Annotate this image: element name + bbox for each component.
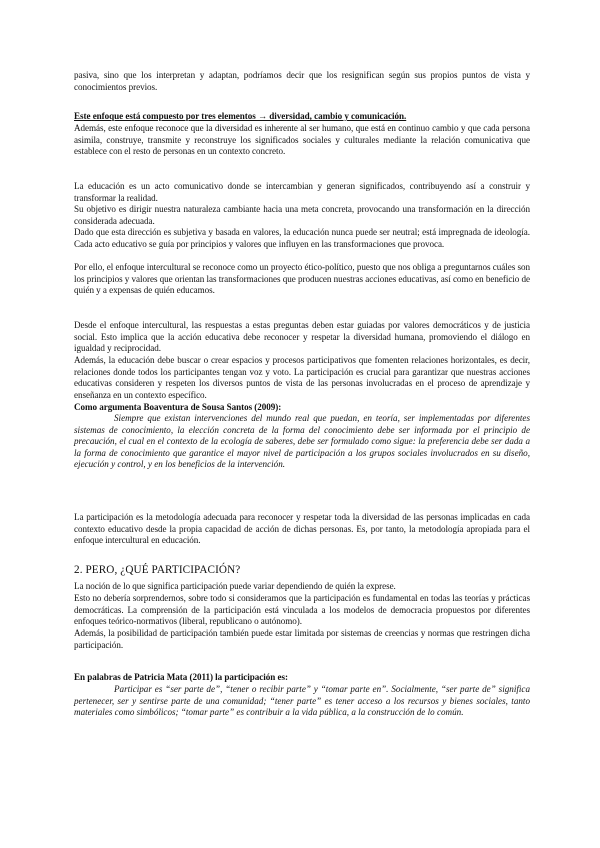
paragraph-text: La educación es un acto comunicativo donde se intercambian y generan significados, contribuyendo así a construir y transformar la realidad. <box>74 181 530 203</box>
paragraph-limitations <box>74 628 530 651</box>
mata-citation: En palabras de Patricia Mata (2011) la participación es: <box>74 672 288 682</box>
paragraph-participatory-spaces <box>74 355 530 401</box>
quote-text: Participar es “ser parte de”, “tener o recibir parte” y “tomar parte en”. Socialmente, “ser parte de” significa pertenecer, ser y sentirse parte de una comunidad; “tener parte” es tener acceso a los recursos y bienes sociales, tanto materiales como simbólicos; “tomar parte” es contribuir a la vida pública, a la construcción de lo común. <box>74 684 530 718</box>
quote-santos <box>74 413 530 471</box>
paragraph-subjective <box>74 227 530 250</box>
paragraph-text: Por ello, el enfoque intercultural se reconoce como un proyecto ético-político, puesto que nos obliga a preguntarnos cuáles son los principios y valores que orientan las transformaciones que producen nuestras acciones educativas, así como en beneficio de quién y a expensas de quién educamos. <box>74 262 530 296</box>
paragraph-text: Además, este enfoque reconoce que la diversidad es inherente al ser humano, que está en continuo cambio y que cada persona asimila, construye, transmite y reconstruye los significados sociales y culturales mediante la relación comunicativa que establece con el resto de personas en un contexto concreto. <box>74 123 530 157</box>
paragraph-democratic-theories <box>74 593 530 628</box>
quote-mata <box>74 684 530 719</box>
paragraph-methodology <box>74 512 530 547</box>
paragraph-ethical-political <box>74 262 530 297</box>
paragraph-santos-intro <box>74 402 530 414</box>
paragraph-mata-intro <box>74 672 530 684</box>
paragraph-education-communicative <box>74 181 530 204</box>
paragraph-text: Además, la educación debe buscar o crear espacios y procesos participativos que fomenten relaciones horizontales, es decir, relaciones donde todos los participantes tengan voz y voto. La participación es crucial para garantizar que nuestras acciones educativas consideren y respeten los diversos puntos de vista de las personas involucradas en el proceso de aprendizaje y enseñanza en un contexto específico. <box>74 355 530 400</box>
paragraph-interpretation <box>74 70 530 93</box>
paragraph-objective <box>74 204 530 227</box>
three-elements-text: Este enfoque está compuesto por tres elementos → diversidad, cambio y comunicación. <box>74 111 407 121</box>
paragraph-text: Su objetivo es dirigir nuestra naturaleza cambiante hacia una meta concreta, provocando una transformación en la dirección considerada adecuada. <box>74 204 530 226</box>
paragraph-intercultural-values <box>74 320 530 355</box>
paragraph-text: pasiva, sino que los interpretan y adaptan, podríamos decir que los resignifican según sus propios puntos de vista y conocimientos previos. <box>74 70 530 92</box>
paragraph-text: La participación es la metodología adecuada para reconocer y respetar toda la diversidad de las personas implicadas en cada contexto educativo desde la propia capacidad de acción de dichas personas. Es, por tanto, la metodología apropiada para el enfoque intercultural en educación. <box>74 512 530 546</box>
paragraph-text: La noción de lo que significa participación puede variar dependiendo de quién la exprese. <box>74 581 396 591</box>
section-heading: 2. PERO, ¿QUÉ PARTICIPACIÓN? <box>74 564 241 576</box>
quote-text: Siempre que existan intervenciones del mundo real que puedan, en teoría, ser implementadas por diferentes sistemas de conocimiento, la elección concreta de la forma del conocimiento debe ser informada por el principio de precaución, el cual en el contexto de la ecología de saberes, debe ser formulado como sigue: la preferencia debe ser dada a la forma de conocimiento que garantice el mayor nivel de participación a los grupos sociales involucrados en su diseño, ejecución y control, y en los beneficios de la intervención. <box>74 413 530 470</box>
paragraph-text: Además, la posibilidad de participación también puede estar limitada por sistemas de creencias y normas que restringen dicha participación. <box>74 628 530 650</box>
paragraph-three-elements <box>74 111 530 123</box>
santos-citation: Como argumenta Boaventura de Sousa Santos (2009): <box>74 402 282 412</box>
paragraph-text: Dado que esta dirección es subjetiva y basada en valores, la educación nunca puede ser neutral; está impregnada de ideología. Cada acto educativo se guía por principios y valores que influyen en las transformaciones que provoca. <box>74 227 530 249</box>
paragraph-text: Desde el enfoque intercultural, las respuestas a estas preguntas deben estar guiadas por valores democráticos y de justicia social. Esto implica que la acción educativa debe reconocer y respetar la diversidad humana, promoviendo el diálogo en igualdad y reciprocidad. <box>74 320 530 354</box>
paragraph-notion <box>74 581 530 593</box>
paragraph-text: Esto no debería sorprendernos, sobre todo si consideramos que la participación es fundamental en todas las teorías y prácticas democráticas. La comprensión de la participación está vinculada a los modelos de democracia propuestos por diferentes enfoques teórico-normativos (liberal, republicano o autónomo). <box>74 593 530 627</box>
paragraph-diversity <box>74 123 530 158</box>
